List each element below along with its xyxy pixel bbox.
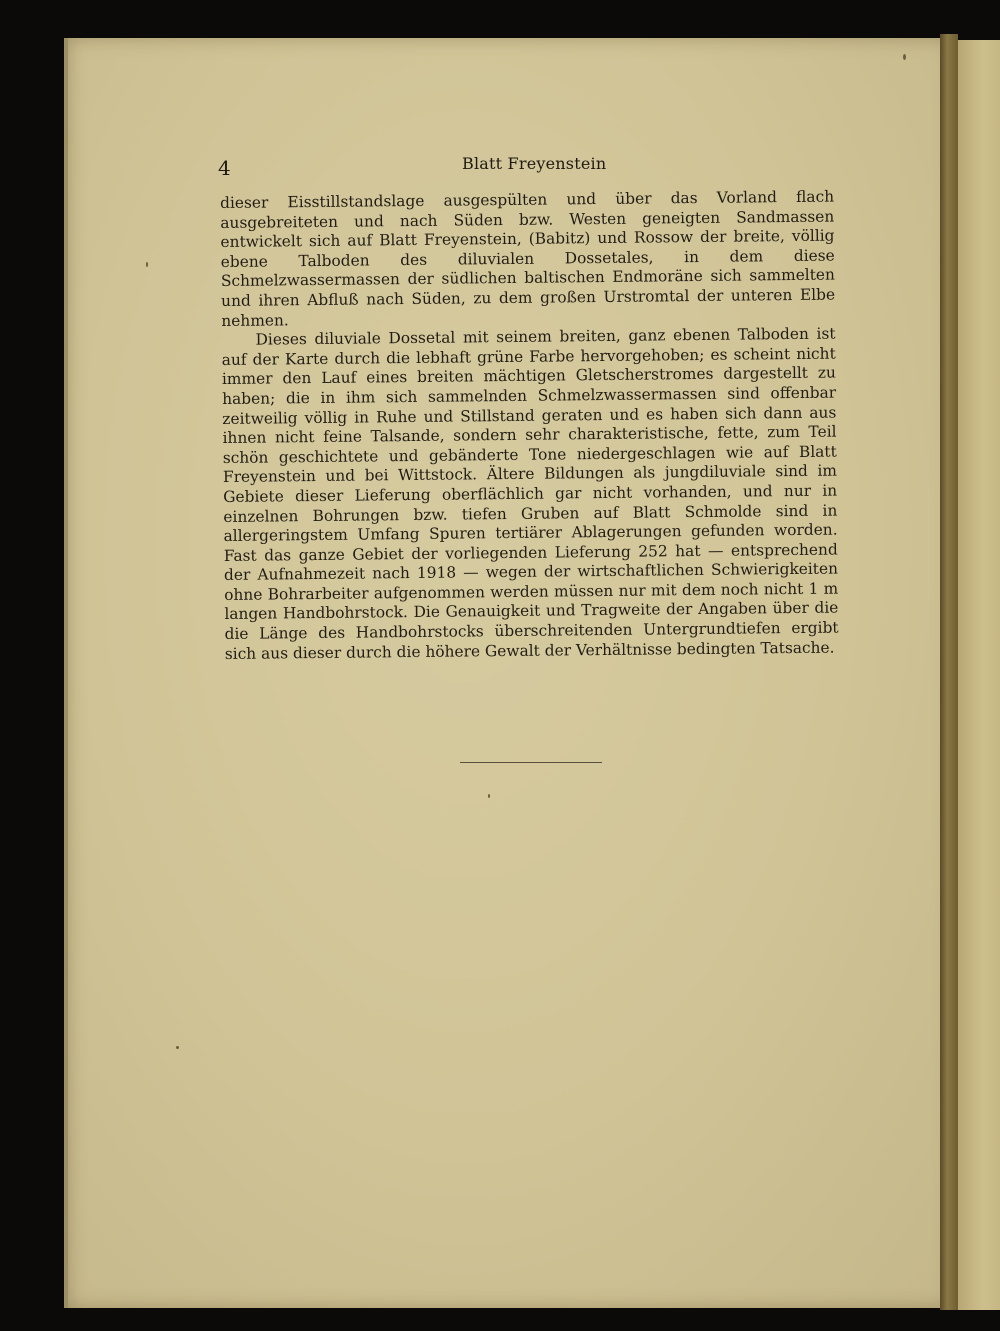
paper-speck bbox=[176, 1046, 179, 1049]
page-gutter-shadow bbox=[940, 34, 958, 1310]
page-header bbox=[218, 154, 838, 178]
body-text bbox=[220, 188, 839, 665]
paper-speck bbox=[146, 262, 148, 267]
paragraph: dieser Eisstillstandslage ausgespülten und über das Vorland flach ausgebreiteten und nach Süden bzw. Westen geneigten Sandmassen entwickelt sich auf Blatt Freyenstein, (Babitz) und Rossow der breite, völlig ebene Talboden des diluvialen Dossetales, in dem diese Schmelzwassermassen der südlichen baltischen Endmoräne sich sammelten und ihren Abfluß nach Süden, zu dem großen Urstromtal der unteren Elbe nehmen. bbox=[220, 187, 836, 330]
paper-speck bbox=[903, 54, 906, 60]
adjacent-page-edge bbox=[958, 40, 1000, 1310]
paper-speck bbox=[488, 794, 490, 798]
page-number: 4 bbox=[218, 156, 231, 180]
running-title: Blatt Freyenstein bbox=[462, 154, 607, 173]
end-rule bbox=[460, 762, 602, 763]
paragraph: Dieses diluviale Dossetal mit seinem breiten, ganz ebenen Talboden ist auf der Karte durch die lebhaft grüne Farbe hervorgehoben; es scheint nicht immer den Lauf eines breiten mächtigen Gletscherstromes dargestellt zu haben; die in ihm sich sammelnden Schmelzwassermassen sind offenbar zeitweilig völlig in Ruhe und Stillstand geraten und es haben sich dann aus ihnen nicht feine Talsande, sondern sehr charakteristische, fette, zum Teil schön geschichtete und gebänderte Tone niedergeschlagen wie auf Blatt Freyenstein und bei Wittstock. Ältere Bildungen als jungdiluviale sind im Gebiete dieser Lieferung oberflächlich gar nicht vorhanden, und nur in einzelnen Bohrungen bzw. tiefen Gruben auf Blatt Schmolde sind in allergeringstem Umfang Spuren tertiärer Ablagerungen gefunden worden. Fast das ganze Gebiet der vorliegenden Lieferung 252 hat — entsprechend der Aufnahmezeit nach 1918 — wegen der wirtschaftlichen Schwierigkeiten ohne Bohrarbeiter aufgenommen werden müssen nur mit dem noch nicht 1 m langen Handbohrstock. Die Genauigkeit und Tragweite der Angaben über die die Länge des Handbohrstocks überschreitenden Untergrundtiefen ergibt sich aus dieser durch die höhere Gewalt der Verhältnisse bedingten Tatsache. bbox=[221, 324, 839, 663]
